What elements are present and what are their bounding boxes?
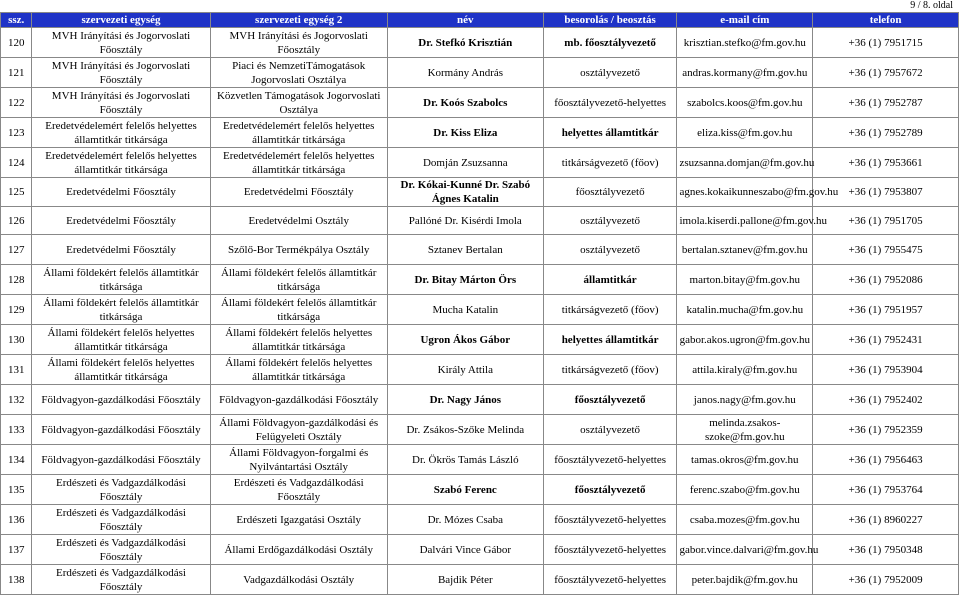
header-unit-2: szervezeti egység 2 bbox=[210, 13, 387, 28]
table-row bbox=[1, 265, 959, 295]
row-number: 137 bbox=[1, 535, 32, 565]
email-address: katalin.mucha@fm.gov.hu bbox=[677, 295, 813, 325]
person-name: Dr. Stefkó Krisztián bbox=[387, 28, 543, 58]
position: államtitkár bbox=[543, 265, 677, 295]
position: osztályvezető bbox=[543, 415, 677, 445]
table-row bbox=[1, 355, 959, 385]
table-row bbox=[1, 148, 959, 178]
row-number: 138 bbox=[1, 565, 32, 595]
org-unit: Eredetvédelemért felelős helyettes államtitkár titkársága bbox=[32, 118, 210, 148]
header-role: besorolás / beosztás bbox=[543, 13, 677, 28]
email-address: peter.bajdik@fm.gov.hu bbox=[677, 565, 813, 595]
org-unit: Állami földekért felelős helyettes államtitkár titkársága bbox=[32, 355, 210, 385]
org-unit-2: Állami földekért felelős államtitkár titkársága bbox=[210, 295, 387, 325]
position: helyettes államtitkár bbox=[543, 118, 677, 148]
position: főosztályvezető-helyettes bbox=[543, 535, 677, 565]
position: főosztályvezető-helyettes bbox=[543, 565, 677, 595]
table-row bbox=[1, 445, 959, 475]
org-unit-2: Állami Földvagyon-gazdálkodási és Felügyeleti Osztály bbox=[210, 415, 387, 445]
person-name: Dr. Nagy János bbox=[387, 385, 543, 415]
row-number: 124 bbox=[1, 148, 32, 178]
row-number: 132 bbox=[1, 385, 32, 415]
email-address: ferenc.szabo@fm.gov.hu bbox=[677, 475, 813, 505]
row-number: 129 bbox=[1, 295, 32, 325]
phone-number: +36 (1) 7955475 bbox=[813, 235, 959, 265]
email-address: melinda.zsakos-szoke@fm.gov.hu bbox=[677, 415, 813, 445]
row-number: 128 bbox=[1, 265, 32, 295]
email-address: marton.bitay@fm.gov.hu bbox=[677, 265, 813, 295]
phone-number: +36 (1) 7952086 bbox=[813, 265, 959, 295]
org-unit-2: Eredetvédelmi Főosztály bbox=[210, 178, 387, 207]
table-row bbox=[1, 295, 959, 325]
header-phone: telefon bbox=[813, 13, 959, 28]
phone-number: +36 (1) 7957672 bbox=[813, 58, 959, 88]
table-row bbox=[1, 565, 959, 595]
org-unit-2: Szőlő-Bor Termékpálya Osztály bbox=[210, 235, 387, 265]
person-name: Mucha Katalin bbox=[387, 295, 543, 325]
email-address: zsuzsanna.domjan@fm.gov.hu bbox=[677, 148, 813, 178]
org-unit: Erdészeti és Vadgazdálkodási Főosztály bbox=[32, 475, 210, 505]
row-number: 125 bbox=[1, 178, 32, 207]
person-name: Dr. Kókai-Kunné Dr. Szabó Ágnes Katalin bbox=[387, 178, 543, 207]
header-ssz: ssz. bbox=[1, 13, 32, 28]
table-header-row bbox=[1, 13, 959, 28]
org-unit: MVH Irányítási és Jogorvoslati Főosztály bbox=[32, 28, 210, 58]
org-unit: Földvagyon-gazdálkodási Főosztály bbox=[32, 415, 210, 445]
org-unit-2: Állami földekért felelős államtitkár titkársága bbox=[210, 265, 387, 295]
phone-number: +36 (1) 8960227 bbox=[813, 505, 959, 535]
person-name: Sztanev Bertalan bbox=[387, 235, 543, 265]
table-row bbox=[1, 475, 959, 505]
position: osztályvezető bbox=[543, 235, 677, 265]
org-unit-2: Állami Erdőgazdálkodási Osztály bbox=[210, 535, 387, 565]
table-row bbox=[1, 28, 959, 58]
email-address: imola.kiserdi.pallone@fm.gov.hu bbox=[677, 207, 813, 235]
position: titkárságvezető (főov) bbox=[543, 148, 677, 178]
org-unit-2: Erdészeti Igazgatási Osztály bbox=[210, 505, 387, 535]
email-address: tamas.okros@fm.gov.hu bbox=[677, 445, 813, 475]
org-unit-2: Vadgazdálkodási Osztály bbox=[210, 565, 387, 595]
org-unit-2: Eredetvédelmi Osztály bbox=[210, 207, 387, 235]
row-number: 121 bbox=[1, 58, 32, 88]
row-number: 126 bbox=[1, 207, 32, 235]
row-number: 130 bbox=[1, 325, 32, 355]
org-unit-2: Erdészeti és Vadgazdálkodási Főosztály bbox=[210, 475, 387, 505]
person-name: Dr. Ökrös Tamás László bbox=[387, 445, 543, 475]
email-address: szabolcs.koos@fm.gov.hu bbox=[677, 88, 813, 118]
position: főosztályvezető bbox=[543, 178, 677, 207]
table-row bbox=[1, 535, 959, 565]
email-address: gabor.akos.ugron@fm.gov.hu bbox=[677, 325, 813, 355]
email-address: agnes.kokaikunneszabo@fm.gov.hu bbox=[677, 178, 813, 207]
position: főosztályvezető-helyettes bbox=[543, 505, 677, 535]
email-address: krisztian.stefko@fm.gov.hu bbox=[677, 28, 813, 58]
header-name: név bbox=[387, 13, 543, 28]
phone-number: +36 (1) 7953904 bbox=[813, 355, 959, 385]
person-name: Kormány András bbox=[387, 58, 543, 88]
org-unit-2: Állami földekért felelős helyettes államtitkár titkársága bbox=[210, 355, 387, 385]
row-number: 131 bbox=[1, 355, 32, 385]
row-number: 120 bbox=[1, 28, 32, 58]
person-name: Dr. Zsákos-Szőke Melinda bbox=[387, 415, 543, 445]
org-unit: Eredetvédelmi Főosztály bbox=[32, 207, 210, 235]
table-row bbox=[1, 58, 959, 88]
email-address: andras.kormany@fm.gov.hu bbox=[677, 58, 813, 88]
position: főosztályvezető-helyettes bbox=[543, 445, 677, 475]
row-number: 123 bbox=[1, 118, 32, 148]
phone-number: +36 (1) 7953661 bbox=[813, 148, 959, 178]
table-row bbox=[1, 325, 959, 355]
email-address: attila.kiraly@fm.gov.hu bbox=[677, 355, 813, 385]
email-address: janos.nagy@fm.gov.hu bbox=[677, 385, 813, 415]
person-name: Pallóné Dr. Kisérdi Imola bbox=[387, 207, 543, 235]
person-name: Király Attila bbox=[387, 355, 543, 385]
table-row bbox=[1, 207, 959, 235]
staff-directory-table bbox=[0, 12, 959, 595]
org-unit: Erdészeti és Vadgazdálkodási Főosztály bbox=[32, 505, 210, 535]
email-address: gabor.vince.dalvari@fm.gov.hu bbox=[677, 535, 813, 565]
position: titkárságvezető (főov) bbox=[543, 295, 677, 325]
org-unit: Erdészeti és Vadgazdálkodási Főosztály bbox=[32, 535, 210, 565]
position: főosztályvezető-helyettes bbox=[543, 88, 677, 118]
position: osztályvezető bbox=[543, 58, 677, 88]
org-unit-2: Állami Földvagyon-forgalmi és Nyilvántartási Osztály bbox=[210, 445, 387, 475]
person-name: Dalvári Vince Gábor bbox=[387, 535, 543, 565]
table-row bbox=[1, 88, 959, 118]
org-unit: Erdészeti és Vadgazdálkodási Főosztály bbox=[32, 565, 210, 595]
table-row bbox=[1, 385, 959, 415]
org-unit: MVH Irányítási és Jogorvoslati Főosztály bbox=[32, 58, 210, 88]
row-number: 136 bbox=[1, 505, 32, 535]
phone-number: +36 (1) 7951715 bbox=[813, 28, 959, 58]
org-unit: Eredetvédelemért felelős helyettes államtitkár titkársága bbox=[32, 148, 210, 178]
phone-number: +36 (1) 7952789 bbox=[813, 118, 959, 148]
row-number: 135 bbox=[1, 475, 32, 505]
header-unit: szervezeti egység bbox=[32, 13, 210, 28]
person-name: Dr. Bitay Márton Örs bbox=[387, 265, 543, 295]
org-unit: MVH Irányítási és Jogorvoslati Főosztály bbox=[32, 88, 210, 118]
header-email: e-mail cím bbox=[677, 13, 813, 28]
person-name: Dr. Kiss Eliza bbox=[387, 118, 543, 148]
phone-number: +36 (1) 7950348 bbox=[813, 535, 959, 565]
person-name: Bajdik Péter bbox=[387, 565, 543, 595]
org-unit: Földvagyon-gazdálkodási Főosztály bbox=[32, 445, 210, 475]
org-unit-2: MVH Irányítási és Jogorvoslati Főosztály bbox=[210, 28, 387, 58]
table-row bbox=[1, 235, 959, 265]
position: titkárságvezető (főov) bbox=[543, 355, 677, 385]
email-address: csaba.mozes@fm.gov.hu bbox=[677, 505, 813, 535]
org-unit-2: Közvetlen Támogatások Jogorvoslati Osztálya bbox=[210, 88, 387, 118]
phone-number: +36 (1) 7951705 bbox=[813, 207, 959, 235]
phone-number: +36 (1) 7952402 bbox=[813, 385, 959, 415]
phone-number: +36 (1) 7952359 bbox=[813, 415, 959, 445]
phone-number: +36 (1) 7951957 bbox=[813, 295, 959, 325]
org-unit: Állami földekért felelős államtitkár titkársága bbox=[32, 295, 210, 325]
table-row bbox=[1, 178, 959, 207]
org-unit: Állami földekért felelős államtitkár titkársága bbox=[32, 265, 210, 295]
org-unit-2: Földvagyon-gazdálkodási Főosztály bbox=[210, 385, 387, 415]
position: főosztályvezető bbox=[543, 475, 677, 505]
table-row bbox=[1, 415, 959, 445]
row-number: 127 bbox=[1, 235, 32, 265]
position: helyettes államtitkár bbox=[543, 325, 677, 355]
org-unit-2: Állami földekért felelős helyettes államtitkár titkársága bbox=[210, 325, 387, 355]
row-number: 134 bbox=[1, 445, 32, 475]
org-unit: Állami földekért felelős helyettes államtitkár titkársága bbox=[32, 325, 210, 355]
person-name: Szabó Ferenc bbox=[387, 475, 543, 505]
org-unit: Eredetvédelmi Főosztály bbox=[32, 235, 210, 265]
phone-number: +36 (1) 7953764 bbox=[813, 475, 959, 505]
table-row bbox=[1, 118, 959, 148]
phone-number: +36 (1) 7952009 bbox=[813, 565, 959, 595]
email-address: eliza.kiss@fm.gov.hu bbox=[677, 118, 813, 148]
position: osztályvezető bbox=[543, 207, 677, 235]
row-number: 133 bbox=[1, 415, 32, 445]
org-unit-2: Piaci és NemzetiTámogatások Jogorvoslati Osztálya bbox=[210, 58, 387, 88]
person-name: Dr. Koós Szabolcs bbox=[387, 88, 543, 118]
person-name: Dr. Mózes Csaba bbox=[387, 505, 543, 535]
phone-number: +36 (1) 7952787 bbox=[813, 88, 959, 118]
row-number: 122 bbox=[1, 88, 32, 118]
person-name: Domján Zsuzsanna bbox=[387, 148, 543, 178]
phone-number: +36 (1) 7953807 bbox=[813, 178, 959, 207]
page-number: 9 / 8. oldal bbox=[910, 0, 953, 11]
org-unit-2: Eredetvédelemért felelős helyettes államtitkár titkársága bbox=[210, 148, 387, 178]
email-address: bertalan.sztanev@fm.gov.hu bbox=[677, 235, 813, 265]
table-row bbox=[1, 505, 959, 535]
org-unit-2: Eredetvédelemért felelős helyettes államtitkár titkársága bbox=[210, 118, 387, 148]
position: főosztályvezető bbox=[543, 385, 677, 415]
phone-number: +36 (1) 7952431 bbox=[813, 325, 959, 355]
org-unit: Földvagyon-gazdálkodási Főosztály bbox=[32, 385, 210, 415]
position: mb. főosztályvezető bbox=[543, 28, 677, 58]
phone-number: +36 (1) 7956463 bbox=[813, 445, 959, 475]
org-unit: Eredetvédelmi Főosztály bbox=[32, 178, 210, 207]
person-name: Ugron Ákos Gábor bbox=[387, 325, 543, 355]
